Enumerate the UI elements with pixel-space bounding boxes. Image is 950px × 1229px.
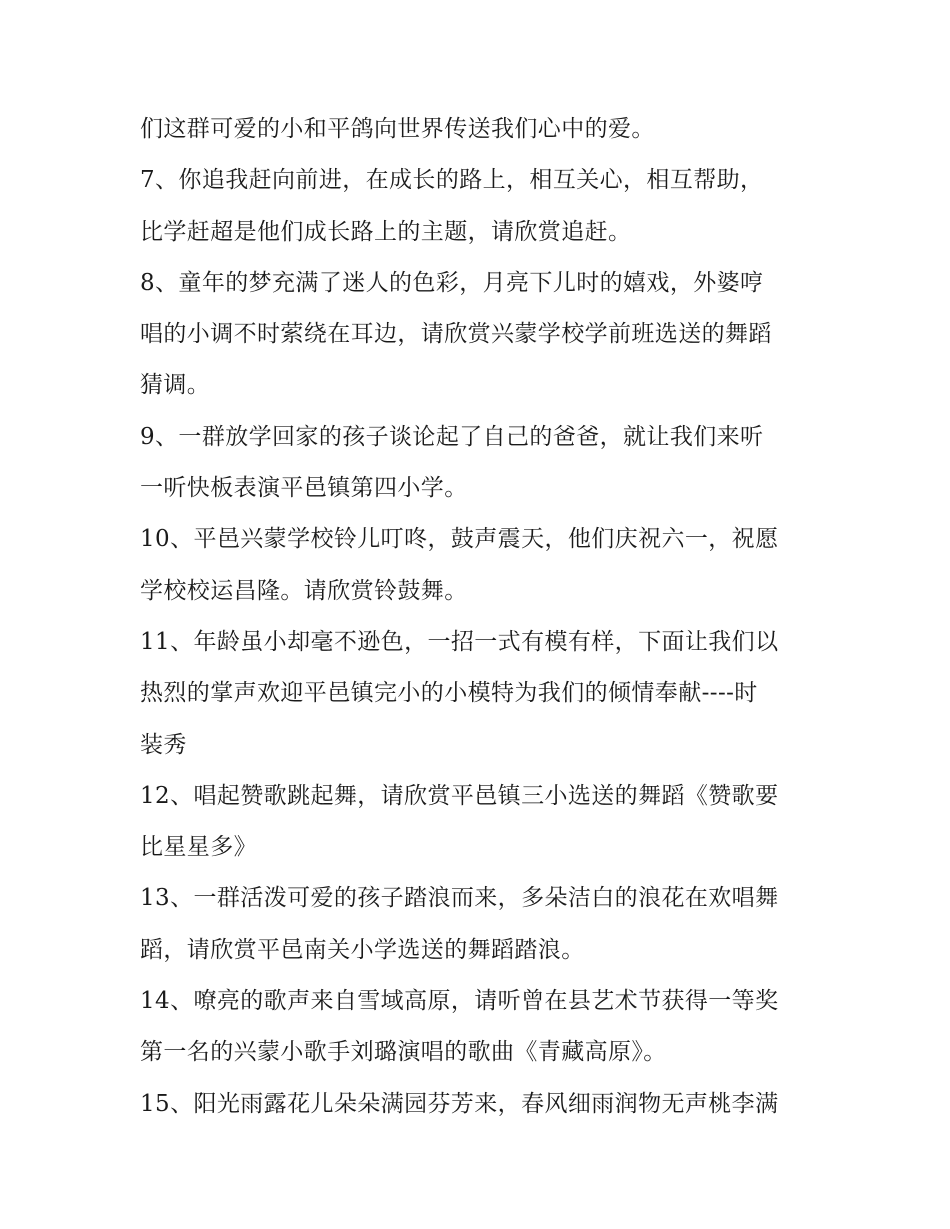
text-line: 一听快板表演平邑镇第四小学。 — [140, 475, 468, 502]
text-line: 7、你追我赶向前进，在成长的路上，相互关心，相互帮助， — [140, 167, 764, 194]
text-line: 学校校运昌隆。请欣赏铃鼓舞。 — [140, 577, 468, 604]
text-line: 装秀 — [140, 731, 187, 758]
text-line: 12、唱起赞歌跳起舞，请欣赏平邑镇三小选送的舞蹈《赞歌要 — [140, 782, 779, 809]
document-body — [140, 104, 820, 1130]
text-line: 14、嘹亮的歌声来自雪域高原，请听曾在县艺术节获得一等奖 — [140, 988, 779, 1015]
text-line: 15、阳光雨露花儿朵朵满园芬芳来，春风细雨润物无声桃李满 — [140, 1090, 779, 1117]
text-line: 猜调。 — [140, 372, 211, 399]
text-line: 9、一群放学回家的孩子谈论起了自己的爸爸，就让我们来听 — [140, 423, 764, 450]
text-line: 8、童年的梦充满了迷人的色彩，月亮下儿时的嬉戏，外婆哼 — [140, 269, 764, 296]
text-line: 比学赶超是他们成长路上的主题，请欣赏追赶。 — [140, 218, 632, 245]
text-line: 第一名的兴蒙小歌手刘璐演唱的歌曲《青藏高原》。 — [140, 1039, 667, 1066]
text-line: 唱的小调不时萦绕在耳边，请欣赏兴蒙学校学前班选送的舞蹈 — [140, 321, 772, 348]
text-line: 13、一群活泼可爱的孩子踏浪而来，多朵洁白的浪花在欢唱舞 — [140, 885, 779, 912]
text-line: 比星星多》 — [140, 834, 257, 861]
text-line: 蹈，请欣赏平邑南关小学选送的舞蹈踏浪。 — [140, 936, 585, 963]
text-line: 10、平邑兴蒙学校铃儿叮咚，鼓声震天，他们庆祝六一，祝愿 — [140, 526, 779, 553]
text-line: 们这群可爱的小和平鸽向世界传送我们心中的爱。 — [140, 116, 655, 142]
text-line: 11、年龄虽小却毫不逊色，一招一式有模有样，下面让我们以 — [140, 628, 779, 655]
text-line: 热烈的掌声欢迎平邑镇完小的小模特为我们的倾情奉献----时 — [140, 680, 758, 707]
